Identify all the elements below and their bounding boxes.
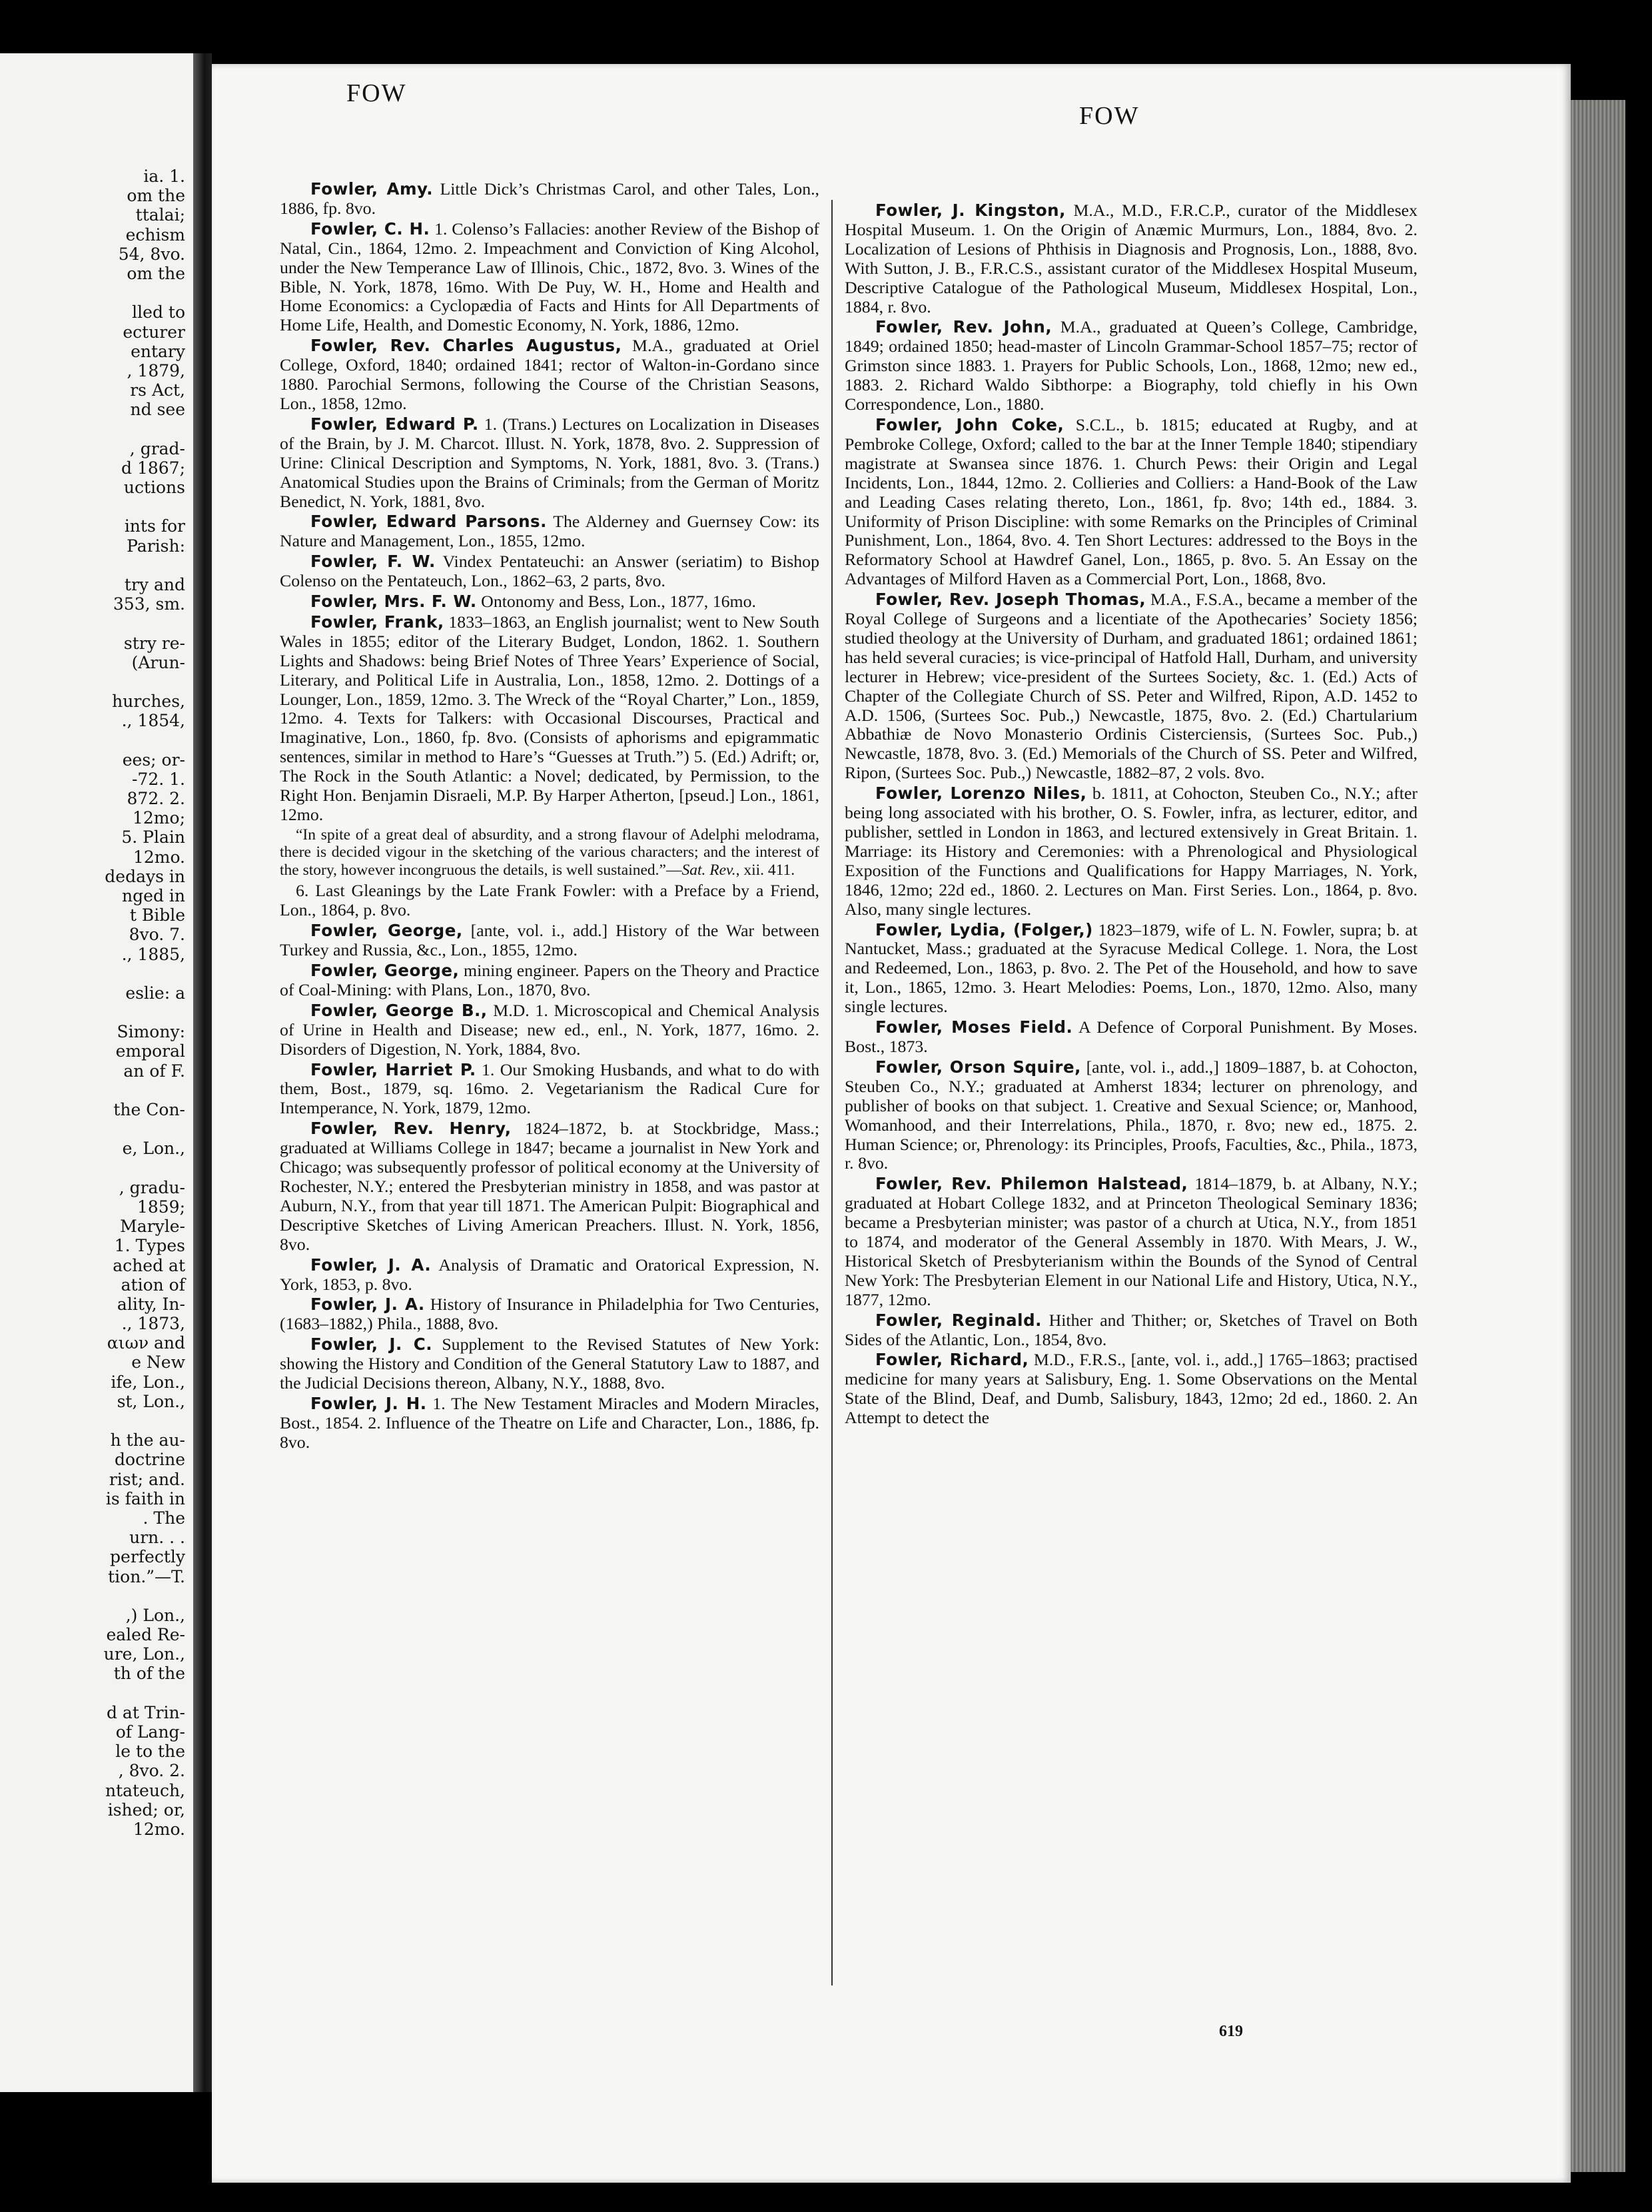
fragment-line: nged in xyxy=(122,885,185,905)
entry-headword: Fowler, Richard, xyxy=(875,1350,1029,1370)
quote-citation: , xii. 411. xyxy=(735,861,795,879)
fragment-line: emporal xyxy=(115,1041,185,1061)
dictionary-entry xyxy=(280,1394,819,1452)
dictionary-entry xyxy=(280,180,819,219)
fragment-line: d at Trin- xyxy=(106,1702,185,1722)
fragment-line xyxy=(0,1586,185,1606)
fragment-line: dedays in xyxy=(105,866,185,886)
entry-text: M.D., F.R.S., [ante, vol. i., add.,] 1765–1863; practised medicine for many years at Salisbury, Eng. 1. Some Observations on the Mental State of the Blind, Deaf, and Dumb, Salisbury, 1843, 12mo; 2d ed., 1860. 2. An Attempt to detect the xyxy=(845,1350,1418,1428)
entry-text: Little Dick’s Christmas Carol, and other Tales, Lon., 1886, fp. 8vo. xyxy=(280,179,819,218)
fragment-line: le to the xyxy=(115,1742,185,1762)
running-head-right: FOW xyxy=(1079,102,1140,130)
fragment-line: urn. . . xyxy=(129,1528,185,1548)
fragment-line: ttalai; xyxy=(135,205,185,225)
entry-text: 1. Our Smoking Husbands, and what to do with them, Bost., 1879, sq. 16mo. 2. Vegetarianism the Radical Cure for Intemperance, N. York, 1879, 12mo. xyxy=(280,1059,819,1118)
fragment-line: perfectly xyxy=(110,1547,185,1567)
fragment-line xyxy=(0,614,185,633)
binding-gutter xyxy=(193,53,212,2092)
dictionary-entry xyxy=(845,784,1418,919)
fragment-line: ., 1873, xyxy=(121,1314,185,1334)
left-column xyxy=(280,180,819,1454)
dictionary-entry xyxy=(845,1058,1418,1173)
fragment-line: d 1867; xyxy=(121,458,185,478)
entry-text: 1. The New Testament Miracles and Modern Miracles, Bost., 1854. 2. Influence of the Theatre on Life and Character, Lon., 1886, fp. 8vo. xyxy=(280,1393,819,1452)
fragment-line xyxy=(0,730,185,750)
fragment-line: ntateuch, xyxy=(105,1780,185,1800)
fragment-line: (Arun- xyxy=(131,652,185,672)
fragment-line xyxy=(0,1119,185,1139)
fragment-line: ia. 1. xyxy=(143,167,185,186)
dictionary-entry xyxy=(280,552,819,591)
running-head-left: FOW xyxy=(346,79,407,107)
fragment-line: is faith in xyxy=(105,1488,185,1508)
fragment-line: lled to xyxy=(132,302,185,322)
dictionary-entry xyxy=(845,1311,1418,1350)
fragment-line xyxy=(0,556,185,575)
entry-text: 1833–1863, an English journalist; went to New South Wales in 1855; editor of the Literary Budget, London, 1862. 1. Southern Lights and Shadows: being Brief Notes of Three Years’ Experience of Social, Literary, and Political Life in Australia, Lon., 1858, 12mo. 2. Dottings of a Lounger, Lon., 1859, 12mo. 3. The Wreck of the “Royal Charter,” Lon., 1859, 12mo. 4. Texts for Talkers: with Occasional Discourses, Practical and Imaginative, Lon., 1860, fp. 8vo. (Consists of aphorisms and epigrammatic sentences, similar in method to Hare’s “Guesses at Truth.”) 5. (Ed.) Adrift; or, The Rock in the South Atlantic: a Novel; dedicated, by Permission, to the Right Hon. Benjamin Disraeli, M.P. By Harper Atherton, [pseud.] Lon., 1861, 12mo. xyxy=(280,612,819,824)
fragment-line: 54, 8vo. xyxy=(118,244,185,264)
entry-headword: Fowler, Reginald. xyxy=(875,1310,1042,1330)
dictionary-entry xyxy=(845,201,1418,316)
fragment-line: entary xyxy=(131,341,185,361)
entry-headword: Fowler, J. C. xyxy=(310,1335,433,1355)
fragment-line: . The xyxy=(143,1508,185,1528)
fragment-line: Parish: xyxy=(127,536,185,556)
fragment-line: rs Act, xyxy=(130,380,185,400)
fragment-line: Simony: xyxy=(117,1022,185,1042)
dictionary-entry xyxy=(280,1001,819,1059)
entry-text: [ante, vol. i., add.,] 1809–1887, b. at Cohocton, Steuben Co., N.Y.; graduated at Amherst 1834; lecturer on phrenology, and publisher of books on that subject. 1. Creative and Sexual Science; or, Manhood, Womanhood, and their Interrelations, Phila., 1870, r. 8vo; new ed., 1875. 2. Human Science; or, Phrenology: its Principles, Proofs, Faculties, &c., Phila., 1873, r. 8vo. xyxy=(845,1057,1418,1173)
fragment-line: doctrine xyxy=(115,1450,185,1470)
entry-text: 1823–1879, wife of L. N. Fowler, supra; b. at Nantucket, Mass.; graduated at the Syracuse Medical College. 1. Nora, the Lost and Redeemed, Lon., 1863, p. 8vo. 2. The Pet of the Household, and how to save it, Lon., 1865, 12mo. 3. Heart Melodies: Poems, Lon., 1870, 12mo. Also, many single lectures. xyxy=(845,919,1418,1017)
fragment-line: ., 1885, xyxy=(121,944,185,964)
fragment-line: 8vo. 7. xyxy=(129,925,185,945)
entry-text: Ontonomy and Bess, Lon., 1877, 16mo. xyxy=(476,592,756,612)
fragment-line: ecturer xyxy=(123,322,185,342)
entry-headword: Fowler, Rev. Philemon Halstead, xyxy=(875,1174,1188,1194)
entry-headword: Fowler, Amy. xyxy=(310,179,434,199)
entry-text: M.A., F.S.A., became a member of the Royal College of Surgeons and a licentiate of the Apothecaries’ Society 1856; studied theology at the University of Durham, and graduated 1861; ordained 1861; has held several curacies; is vice-principal of Hatfold Hall, Durham, and university lecturer in Hebrew; vice-president of the Surtees Society, &c. 1. (Ed.) Acts of Chapter of the Collegiate Church of SS. Peter and Wilfred, Ripon, A.D. 1452 to A.D. 1506, (Surtees Soc. Pub.,) Newcastle, 1875, 8vo. 2. (Ed.) Chartularium Abbathiæ de Novo Monasterio Ordinis Cisterciensis, (Surtees Soc. Pub.,) Newcastle, 1878, 8vo. 3. (Ed.) Memorials of the Church of SS. Peter and Wilfred, Ripon, (Surtees Soc. Pub.,) Newcastle, 1882–87, 2 vols. 8vo. xyxy=(845,590,1418,783)
fragment-line: of Lang- xyxy=(115,1722,185,1742)
entry-headword: Fowler, George B., xyxy=(310,1000,488,1020)
fragment-line: e New xyxy=(131,1353,185,1373)
dictionary-entry xyxy=(280,1335,819,1393)
fragment-line: 353, sm. xyxy=(113,594,185,614)
fragment-line: hurches, xyxy=(112,692,185,712)
fragment-line: Maryle- xyxy=(120,1217,185,1237)
dictionary-entry xyxy=(845,590,1418,783)
fragment-line: , 8vo. 2. xyxy=(118,1761,185,1781)
dictionary-entry xyxy=(280,1119,819,1254)
fragment-line: try and xyxy=(124,574,185,594)
entry-headword: Fowler, J. Kingston, xyxy=(875,201,1066,220)
dictionary-entry xyxy=(845,318,1418,414)
dictionary-entry xyxy=(280,961,819,1000)
fragment-line: , gradu- xyxy=(119,1177,185,1197)
entry-text: Vindex Pentateuchi: an Answer (seriatim) to Bishop Colenso on the Pentateuch, Lon., 1862–63, 2 parts, 8vo. xyxy=(280,552,819,591)
fragment-line: st, Lon., xyxy=(117,1391,185,1411)
fragment-line: eslie: a xyxy=(125,983,185,1003)
fragment-line xyxy=(0,1159,185,1178)
fragment-line: ure, Lon., xyxy=(103,1644,185,1664)
fragment-line: stry re- xyxy=(123,633,185,653)
fragment-line: h the au- xyxy=(110,1430,185,1450)
fragment-line: the Con- xyxy=(113,1100,185,1119)
fragment-line: -72. 1. xyxy=(131,769,185,789)
entry-text: S.C.L., b. 1815; educated at Rugby, and at Pembroke College, Oxford; called to the bar at the Inner Temple 1840; stipendiary magistrate at Swansea since 1876. 1. Church Pews: their Origin and Legal Incidents, Lon., 1844, 12mo. 2. Collieries and Colliers: a Hand-Book of the Law and Leading Cases relating thereto, Lon., 1861, fp. 8vo; 14th ed., 1884. 3. Uniformity of Prison Discipline: with some Remarks on the Principles of Criminal Punishment, Lon., 1864, 8vo. 4. Ten Short Lectures: addressed to the Boys in the Reformatory School at Hawdref Ganel, Lon., 1865, p. 8vo. 5. An Essay on the Advantages of Milford Haven as a Commercial Port, Lon., 1868, 8vo. xyxy=(845,414,1418,589)
entry-headword: Fowler, Lorenzo Niles, xyxy=(875,784,1087,804)
entry-headword: Fowler, Mrs. F. W. xyxy=(310,592,477,612)
fragment-line: echism xyxy=(125,225,185,245)
fragment-line: an of F. xyxy=(123,1061,185,1081)
dictionary-entry xyxy=(845,1351,1418,1428)
entry-text: 1814–1879, b. at Albany, N.Y.; graduated at Hobart College 1832, and at Princeton Theological Seminary 1836; became a Presbyterian minister; was pastor of a church at Utica, N.Y., from 1851 to 1874, and moderator of the General Assembly in 1870. With Mears, J. W., Historical Sketch of Presbyterianism within the Bounds of the Synod of Central New York: The Presbyterian Element in our National Life and History, Utica, N.Y., 1877, 12mo. xyxy=(845,1174,1418,1309)
fragment-line xyxy=(0,497,185,516)
dictionary-entry xyxy=(280,921,819,960)
fragment-line xyxy=(0,419,185,438)
entry-headword: Fowler, F. W. xyxy=(310,552,436,572)
fragment-line: uctions xyxy=(123,478,185,497)
fragment-line: ., 1854, xyxy=(121,711,185,731)
dictionary-entry xyxy=(845,416,1418,589)
fragment-line: th of the xyxy=(113,1664,185,1684)
fragment-line: t Bible xyxy=(129,905,185,925)
entry-text: M.D. 1. Microscopical and Chemical Analysis of Urine in Health and Disease; new ed., enl., N. York, 1877, 16mo. 2. Disorders of Digestion, N. York, 1884, 8vo. xyxy=(280,1000,819,1059)
entry-text: Supplement to the Revised Statutes of New York: showing the History and Condition of the General Statutory Law to 1887, and the Judicial Decisions thereon, Albany, N.Y., 1888, 8vo. xyxy=(280,1335,819,1393)
fragment-line: nd see xyxy=(130,400,185,420)
fragment-line: , 1879, xyxy=(127,360,185,380)
entry-text: M.A., M.D., F.R.C.P., curator of the Middlesex Hospital Museum. 1. On the Origin of Anæmic Murmurs, Lon., 1884, 8vo. 2. Localization of Lesions of Phthisis in Diagnosis and Prognosis, Lon., 1888, 8vo. With Sutton, J. B., F.R.C.S., assistant curator of the Middlesex Hospital Museum, Descriptive Catalogue of the Pathological Museum, Middlesex Hospital, Lon., 1884, r. 8vo. xyxy=(845,201,1418,316)
dictionary-entry xyxy=(280,415,819,512)
dictionary-entry xyxy=(280,592,819,612)
entry-headword: Fowler, J. H. xyxy=(310,1393,427,1413)
entry-text: History of Insurance in Philadelphia for Two Centuries, (1683–1882,) Phila., 1888, 8vo. xyxy=(280,1295,820,1334)
quote-text: “In spite of a great deal of absurdity, and a strong flavour of Adelphi melodrama, there is decided vigour in the sketching of the various characters; and the interest of the story, however incongruous the details, is well sustained.”— xyxy=(280,826,819,879)
fragment-line xyxy=(0,1411,185,1430)
entry-headword: Fowler, Rev. Henry, xyxy=(310,1119,512,1139)
entry-headword: Fowler, John Coke, xyxy=(875,414,1064,434)
entry-text: [ante, vol. i., add.] History of the War between Turkey and Russia, &c., Lon., 1855, 12mo. xyxy=(280,921,819,960)
dictionary-entry xyxy=(280,1295,819,1334)
dictionary-entry xyxy=(845,1175,1418,1309)
entry-headword: Fowler, Edward Parsons. xyxy=(310,512,547,532)
fragment-line: rist; and. xyxy=(109,1469,185,1489)
dictionary-entry xyxy=(280,220,819,335)
fragment-line xyxy=(0,283,185,302)
fragment-line xyxy=(0,1081,185,1100)
entry-headword: Fowler, Moses Field. xyxy=(875,1017,1073,1037)
fragment-line: ,) Lon., xyxy=(125,1605,185,1625)
entry-text: 1824–1872, b. at Stockbridge, Mass.; graduated at Williams College in 1847; became a journalist in New York and Chicago; was subsequently professor of political economy at the University of Rochester, N.Y.; entered the Presbyterian ministry in 1858, and was pastor at Auburn, N.Y., from that year till 1871. The American Pulpit: Biographical and Descriptive Sketches of Living American Preachers. Illust. N. York, 1856, 8vo. xyxy=(280,1119,819,1254)
entry-text: mining engineer. Papers on the Theory and Practice of Coal-Mining: with Plans, Lon., 1870, 8vo. xyxy=(280,961,819,999)
entry-headword: Fowler, Frank, xyxy=(310,612,444,632)
entry-headword: Fowler, Harriet P. xyxy=(310,1059,476,1079)
fragment-line: αιων and xyxy=(107,1333,185,1353)
fragment-line: om the xyxy=(127,263,185,283)
fragment-line xyxy=(0,1003,185,1022)
dictionary-entry xyxy=(280,613,819,825)
entry-headword: Fowler, Orson Squire, xyxy=(875,1057,1081,1077)
dictionary-entry xyxy=(280,1061,819,1119)
fragment-line: 5. Plain xyxy=(121,828,185,847)
page-block-edge xyxy=(1571,100,1625,2172)
right-column xyxy=(845,201,1418,1429)
entry-headword: Fowler, Lydia, (Folger,) xyxy=(875,919,1093,939)
entry-text: b. 1811, at Cohocton, Steuben Co., N.Y.; after being long associated with his brother, O. S. Fowler, infra, as lecturer, editor, and publisher, settled in London in 1863, and lectured extensively in Great Britain. 1. Marriage: its History and Ceremonies: with a Phrenological and Physiological Exposition of the Functions and Qualifications for Happy Marriages, N. York, 1846, 12mo; 22d ed., 1860. 2. Lectures on Man. First Series. Lon., 1864, p. 8vo. Also, many single lectures. xyxy=(845,784,1418,919)
entry-text: The Alderney and Guernsey Cow: its Nature and Management, Lon., 1855, 12mo. xyxy=(280,512,819,551)
dictionary-entry xyxy=(280,1256,819,1295)
previous-page-fragment xyxy=(0,53,193,2092)
entry-headword: Fowler, Rev. Charles Augustus, xyxy=(310,336,622,356)
entry-text: 1. Colenso’s Fallacies: another Review of the Bishop of Natal, Cin., 1864, 12mo. 2. Impeachment and Conviction of King Alcohol, under the New Temperance Law of Illinois, Chic., 1872, 8vo. 3. Wines of the Bible, N. York, 1878, 16mo. With De Puy, W. H., Home and Health and Home Economics: a Cyclopædia of Facts and Hints for All Departments of Home Life, Health, and Domestic Economy, N. York, 1886, 12mo. xyxy=(280,219,820,335)
entry-text: 1. (Trans.) Lectures on Localization in Diseases of the Brain, by J. M. Charcot. Illust. N. York, 1878, 8vo. 2. Suppression of Urine: Clinical Description and Symptoms, N. York, 1881, 8vo. 3. (Trans.) Anatomical Studies upon the Brains of Criminals; from the German of Moritz Benedict, N. York, 1881, 8vo. xyxy=(280,414,819,511)
fragment-line: 12mo. xyxy=(133,847,185,867)
entry-text: A Defence of Corporal Punishment. By Moses. Bost., 1873. xyxy=(845,1017,1418,1056)
quote-source: Sat. Rev. xyxy=(681,861,736,879)
page-number: 619 xyxy=(1219,2023,1243,2040)
dictionary-entry xyxy=(280,512,819,551)
entry-headword: Fowler, George, xyxy=(310,961,460,981)
fragment-line: ife, Lon., xyxy=(111,1372,185,1392)
entry-headword: Fowler, Edward P. xyxy=(310,414,479,434)
fragment-line: 12mo; xyxy=(133,808,185,828)
fragment-line: , grad- xyxy=(129,438,185,458)
previous-page-line-ends xyxy=(0,53,193,1839)
fragment-line: 12mo. xyxy=(133,1819,185,1839)
entry-text: Hither and Thither; or, Sketches of Travel on Both Sides of the Atlantic, Lon., 1854, 8vo. xyxy=(845,1310,1418,1349)
entry-text: Analysis of Dramatic and Oratorical Expression, N. York, 1853, p. 8vo. xyxy=(280,1255,819,1294)
entry-text: M.A., graduated at Oriel College, Oxford, 1840; ordained 1841; rector of Walton-in-Gordano since 1880. Parochial Sermons, following the Course of the Christian Seasons, Lon., 1858, 12mo. xyxy=(280,336,819,413)
dictionary-entry xyxy=(280,336,819,414)
column-rule xyxy=(831,200,833,1985)
fragment-line: ished; or, xyxy=(107,1800,185,1820)
fragment-line: e, Lon., xyxy=(122,1139,185,1159)
fragment-line xyxy=(0,1684,185,1703)
entry-headword: Fowler, J. A. xyxy=(310,1255,432,1275)
fragment-line: 1. Types xyxy=(114,1236,185,1256)
entry-headword: Fowler, J. A. xyxy=(310,1295,425,1315)
dictionary-entry xyxy=(845,1018,1418,1057)
entry-headword: Fowler, Rev. Joseph Thomas, xyxy=(875,590,1146,610)
fragment-line: ality, In- xyxy=(117,1294,185,1314)
entry-text: M.A., graduated at Queen’s College, Cambridge, 1849; ordained 1850; head-master of Lincoln Grammar-School 1857–75; rector of Grimston since 1883. 1. Prayers for Public Schools, Lon., 1868, 12mo; new ed., 1883. 2. Richard Waldo Sibthorpe: a Biography, told chiefly in his Own Correspondence, Lon., 1880. xyxy=(845,317,1418,414)
fragment-line: om the xyxy=(127,186,185,206)
fragment-line: ints for xyxy=(124,516,185,536)
entry-headword: Fowler, C. H. xyxy=(310,219,430,239)
fragment-line xyxy=(0,672,185,692)
fragment-line: ached at xyxy=(113,1255,185,1275)
fragment-line xyxy=(0,964,185,983)
fragment-line: 872. 2. xyxy=(127,789,185,808)
fragment-line: tion.”—T. xyxy=(108,1566,185,1586)
entry-headword: Fowler, George, xyxy=(310,921,463,941)
entry-continuation: 6. Last Gleanings by the Late Frank Fowler: with a Preface by a Friend, Lon., 1864, p. 8vo. xyxy=(280,881,819,920)
review-quote xyxy=(280,826,819,879)
fragment-line: ees; or- xyxy=(122,750,185,770)
fragment-line: 1859; xyxy=(137,1197,185,1217)
dictionary-entry xyxy=(845,921,1418,1017)
fragment-line: ealed Re- xyxy=(106,1625,185,1645)
fragment-line: ation of xyxy=(121,1275,185,1295)
entry-headword: Fowler, Rev. John, xyxy=(875,317,1052,337)
